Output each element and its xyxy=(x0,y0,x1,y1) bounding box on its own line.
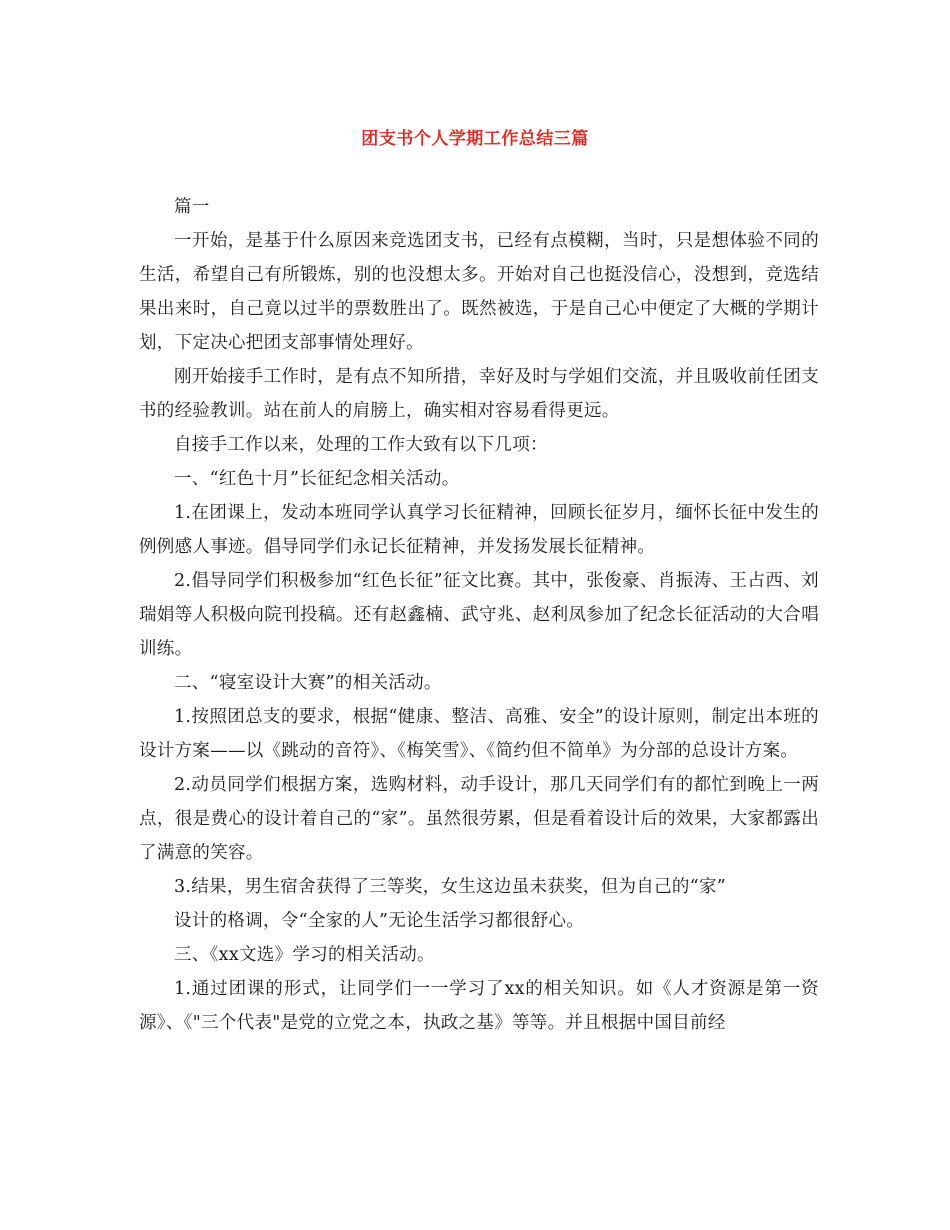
paragraph: 一开始，是基于什么原因来竞选团支书，已经有点模糊，当时，只是想体验不同的生活，希望自己有所锻炼，别的也没想太多。开始对自己也挺没信心，没想到，竞选结果出来时，自己竟以过半的票数胜出了。既然被选，于是自己心中便定了大概的学期计划，下定决心把团支部事情处理好。 xyxy=(139,231,819,353)
subsection-heading: 三、《xx文选》学习的相关活动。 xyxy=(174,945,435,965)
document-body xyxy=(139,190,819,1040)
paragraph: 设计的格调，令“全家的人”无论生活学习都很舒心。 xyxy=(174,911,585,931)
paragraph: 自接手工作以来，处理的工作大致有以下几项： xyxy=(174,435,548,455)
subsection-heading: 一、“红色十月”长征纪念相关活动。 xyxy=(174,469,460,489)
section-heading: 篇一 xyxy=(174,197,210,217)
paragraph: 刚开始接手工作时，是有点不知所措，幸好及时与学姐们交流，并且吸收前任团支书的经验教训。站在前人的肩膀上，确实相对容易看得更远。 xyxy=(139,367,819,421)
paragraph: 2.动员同学们根据方案，选购材料，动手设计，那几天同学们有的都忙到晚上一两点，很是费心的设计着自己的“家”。虽然很劳累，但是看着设计后的效果，大家都露出了满意的笑容。 xyxy=(139,775,819,863)
subsection-heading: 二、“寝室设计大赛”的相关活动。 xyxy=(174,673,442,693)
paragraph: 3.结果，男生宿舍获得了三等奖，女生这边虽未获奖，但为自己的“家” xyxy=(174,877,726,897)
paragraph: 1.通过团课的形式，让同学们一一学习了xx的相关知识。如《人才资源是第一资源》、《"三个代表"是党的立党之本，执政之基》等等。并且根据中国目前经 xyxy=(139,979,819,1033)
paragraph: 1.在团课上，发动本班同学认真学习长征精神，回顾长征岁月，缅怀长征中发生的例例感人事迹。倡导同学们永记长征精神，并发扬发展长征精神。 xyxy=(139,503,819,557)
paragraph: 1.按照团总支的要求，根据“健康、整洁、高雅、安全”的设计原则，制定出本班的设计方案——以《跳动的音符》、《梅笑雪》、《简约但不简单》为分部的总设计方案。 xyxy=(139,707,819,761)
paragraph: 2.倡导同学们积极参加“红色长征”征文比赛。其中，张俊豪、肖振涛、王占西、刘瑞娟等人积极向院刊投稿。还有赵鑫楠、武守兆、赵利凤参加了纪念长征活动的大合唱训练。 xyxy=(139,571,819,659)
document-title: 团支书个人学期工作总结三篇 xyxy=(361,129,589,149)
